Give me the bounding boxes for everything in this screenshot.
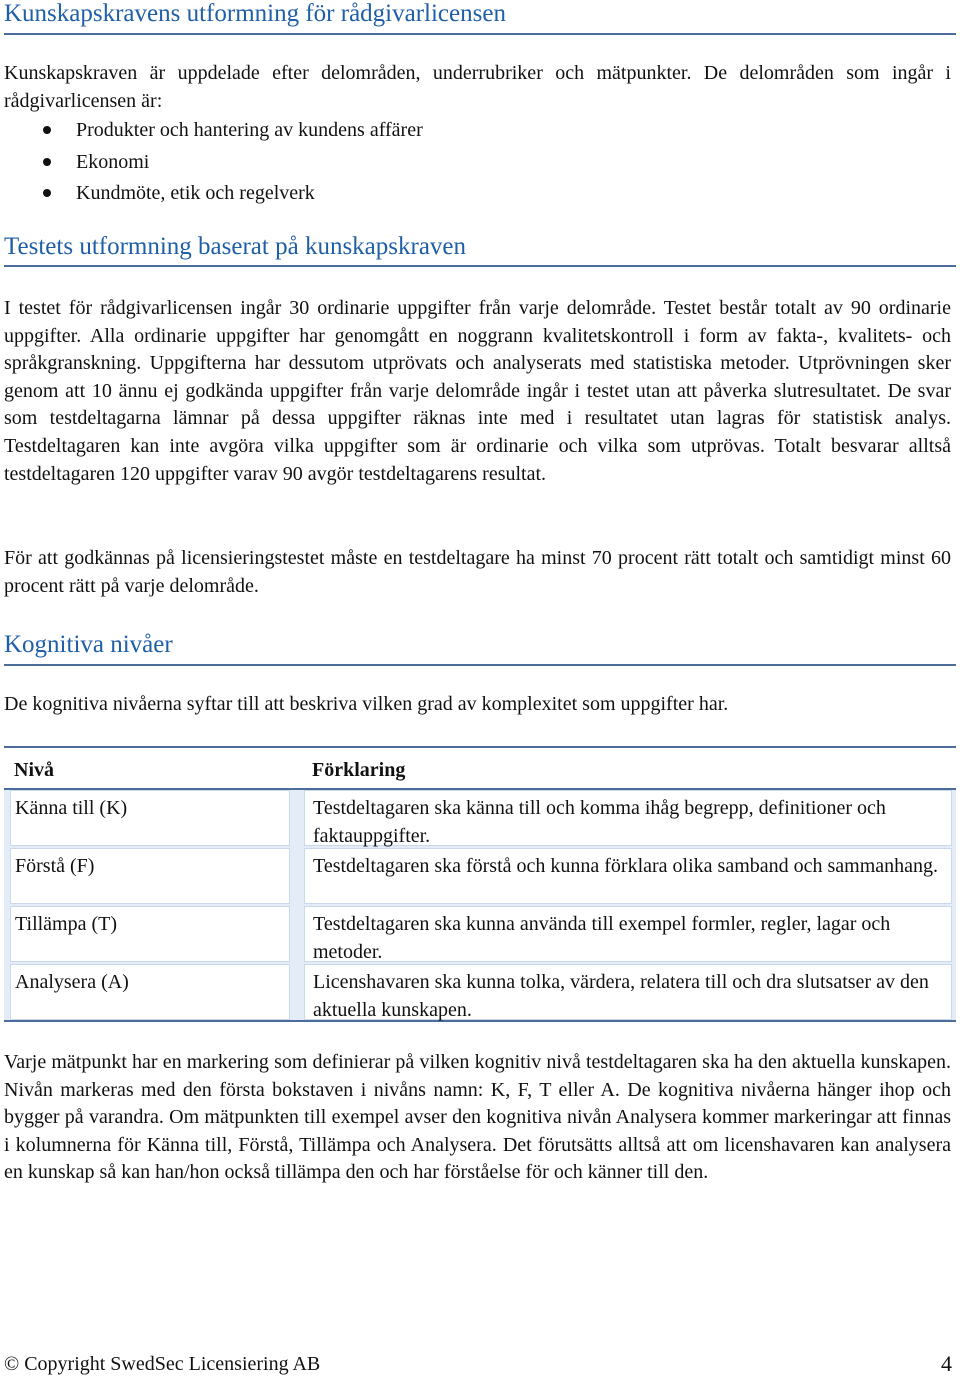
column-header-niva: Nivå bbox=[14, 759, 54, 781]
bullet-icon bbox=[43, 126, 51, 134]
heading-rule bbox=[4, 265, 956, 267]
cell-forklaring: Licenshavaren ska kunna tolka, värdera, relatera till och dra slutsatser av den aktuella kunskapen. bbox=[304, 964, 952, 1020]
table-body bbox=[4, 788, 956, 1022]
intro-paragraph: Kunskapskraven är uppdelade efter delområden, underrubriker och mätpunkter. De delområden som ingår i rådgivarlicensen är: bbox=[4, 62, 951, 112]
list-item bbox=[0, 178, 960, 210]
kognitiva-intro-paragraph: De kognitiva nivåerna syftar till att beskriva vilken grad av komplexitet som uppgifter har. bbox=[4, 693, 729, 715]
cell-niva: Förstå (F) bbox=[10, 848, 290, 904]
cell-niva: Känna till (K) bbox=[10, 790, 290, 846]
godkannande-paragraph: För att godkännas på licensieringstestet måste en testdeltagare ha minst 70 procent rätt totalt och samtidigt minst 60 procent rätt på varje delområde. bbox=[4, 547, 951, 597]
list-item bbox=[0, 115, 960, 147]
table-row bbox=[4, 906, 956, 964]
table-row bbox=[4, 848, 956, 906]
table-row bbox=[4, 964, 956, 1022]
cell-niva: Analysera (A) bbox=[10, 964, 290, 1020]
testets-utformning-paragraph: I testet för rådgivarlicensen ingår 30 ordinarie uppgifter från varje delområde. Testet består totalt av 90 ordinarie uppgifter. Alla ordinarie uppgifter har genomgått en noggrann kvalitetskontroll i form av fakta-, kvalitets- och språkgranskning. Uppgifterna har dessutom utprövats och analyserats med statistiska metoder. Utprövningen sker genom att 10 ännu ej godkända uppgifter från varje delområde ingår i testet utan att påverka slutresultatet. De svar som testdeltagarna lämnar på dessa uppgifter räknas inte med i resultatet utan lagras för statistisk analys. Testdeltagaren kan inte avgöra vilka uppgifter som är ordinarie och vilka som utprövas. Totalt besvarar alltså testdeltagaren 120 uppgifter varav 90 avgör testdeltagarens resultat. bbox=[4, 297, 951, 485]
heading-kognitiva-nivaer: Kognitiva nivåer bbox=[4, 631, 173, 658]
table-top-rule bbox=[4, 746, 956, 748]
list-item-text: Produkter och hantering av kundens affärer bbox=[76, 119, 423, 141]
markering-paragraph: Varje mätpunkt har en markering som definierar på vilken kognitiv nivå testdeltagaren ska ha den aktuella kunskapen. Nivån markeras med den första bokstaven i nivåns namn: K, F, T eller A. De kognitiva nivåerna hänger ihop och bygger på varandra. Om mätpunkten till exempel avser den kognitiva nivån Analysera kommer markeringar att finnas i kolumnerna för Känna till, Förstå, Tillämpa och Analysera. Det förutsätts alltså att om licenshavaren kan analysera en kunskap så kan han/hon också tillämpa den och har förståelse för och känner till den. bbox=[4, 1051, 951, 1184]
list-item-text: Kundmöte, etik och regelverk bbox=[76, 182, 315, 204]
bullet-icon bbox=[43, 189, 51, 197]
page-number: 4 bbox=[941, 1351, 952, 1376]
heading-kunskapskravens-utformning: Kunskapskravens utformning för rådgivarlicensen bbox=[4, 0, 506, 27]
cell-forklaring: Testdeltagaren ska känna till och komma ihåg begrepp, definitioner och faktauppgifter. bbox=[304, 790, 952, 846]
column-header-forklaring: Förklaring bbox=[312, 759, 406, 781]
list-item bbox=[0, 147, 960, 179]
kognitiva-nivaer-table bbox=[4, 746, 956, 1022]
delomraden-list bbox=[0, 115, 960, 210]
cell-niva: Tillämpa (T) bbox=[10, 906, 290, 962]
table-row bbox=[4, 790, 956, 848]
cell-forklaring: Testdeltagaren ska kunna använda till exempel formler, regler, lagar och metoder. bbox=[304, 906, 952, 962]
cell-forklaring: Testdeltagaren ska förstå och kunna förklara olika samband och sammanhang. bbox=[304, 848, 952, 904]
bullet-icon bbox=[43, 158, 51, 166]
footer-copyright: © Copyright SwedSec Licensiering AB bbox=[4, 1353, 321, 1375]
heading-testets-utformning: Testets utformning baserat på kunskapskraven bbox=[4, 233, 467, 260]
heading-rule bbox=[4, 664, 956, 666]
heading-rule bbox=[4, 33, 956, 35]
list-item-text: Ekonomi bbox=[76, 150, 150, 173]
